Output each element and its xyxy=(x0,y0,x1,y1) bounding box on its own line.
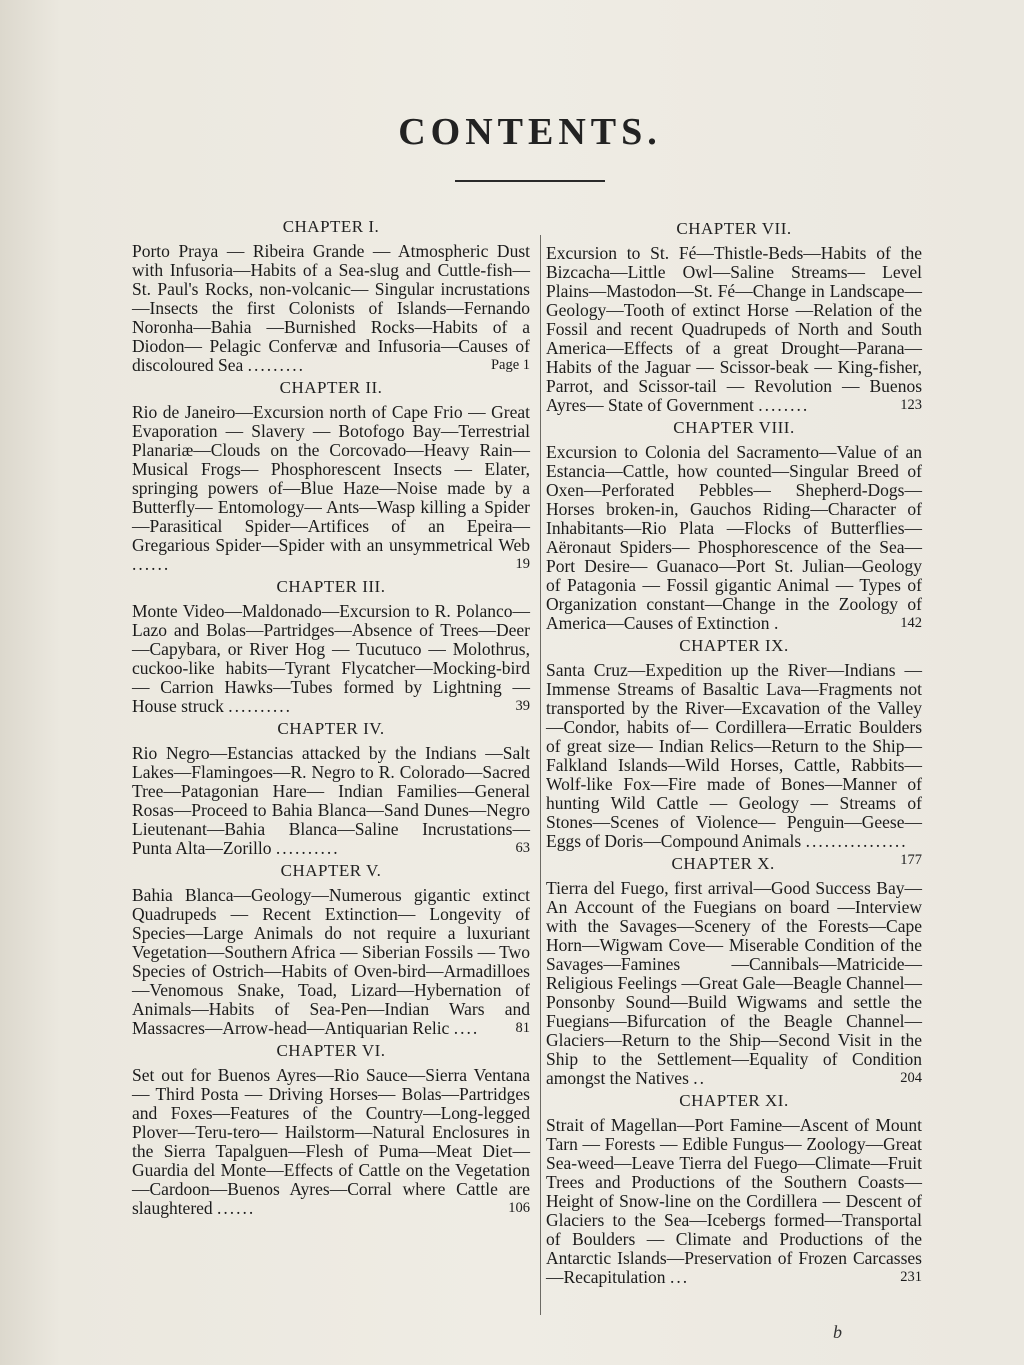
chapter-title: CHAPTER I. xyxy=(282,217,380,236)
chapter-entry: CHAPTER VII. Excursion to St. Fé—Thistle-Beds—Habits of the Bizcacha—Little Owl—Saline Streams— Level Plains—Mastodon—St. Fé—Change in Landscape—Geology—Tooth of extinct Horse —Relation of the Fossil and recent Quadrupeds of North and South America—Effects of a great Drought—Parana—Habits of the Jaguar — Scissor-beak — King-fisher, Parrot, and Scissor-tail — Revolution — Buenos Ayres— State of Government ........ 123 xyxy=(546,219,922,415)
chapter-title: CHAPTER X. xyxy=(671,854,775,873)
chapter-title: CHAPTER XI. xyxy=(679,1091,789,1110)
chapter-page: 204 xyxy=(900,1070,922,1086)
chapter-summary: Excursion to Colonia del Sacramento—Value of an Estancia—Cattle, how counted—Singular Breed of Oxen—Perforated Pebbles— Shepherd-Dogs—Horses broken-in, Gauchos Riding—Character of Inhabitants—Rio Plata —Flocks of Butterflies—Aëronaut Spiders— Phosphorescence of the Sea—Port Desire— Guanaco—Port St. Julian—Geology of Patagonia — Fossil gigantic Animal — Types of Organization constant—Change in the Zoology of America—Causes of Extinction xyxy=(546,442,922,633)
chapter-summary: Excursion to St. Fé—Thistle-Beds—Habits of the Bizcacha—Little Owl—Saline Streams— Level Plains—Mastodon—St. Fé—Change in Landscape—Geology—Tooth of extinct Horse —Relation of the Fossil and recent Quadrupeds of North and South America—Effects of a great Drought—Parana—Habits of the Jaguar — Scissor-beak — King-fisher, Parrot, and Scissor-tail — Revolution — Buenos Ayres— State of Government xyxy=(546,243,922,415)
chapter-title: CHAPTER IV. xyxy=(277,719,385,738)
chapter-entry: CHAPTER IV. Rio Negro—Estancias attacked by the Indians —Salt Lakes—Flamingoes—R. Negro to R. Colorado—Sacred Tree—Patagonian Hare— Indian Families—General Rosas—Proceed to Bahia Blanca—Sand Dunes—Negro Lieutenant—Bahia Blanca—Saline Incrustations— Punta Alta—Zorillo .......... 63 xyxy=(132,719,530,858)
chapter-page: Page 1 xyxy=(490,357,530,373)
page-title: CONTENTS. xyxy=(398,111,662,153)
chapter-title: CHAPTER III. xyxy=(276,577,386,596)
chapter-entry: CHAPTER X. Tierra del Fuego, first arrival—Good Success Bay—An Account of the Fuegians on board —Interview with the Savages—Scenery of the Forests—Cape Horn—Wigwam Cove— Miserable Condition of the Savages—Famines —Cannibals—Matricide—Religious Feelings —Great Gale—Beagle Channel—Ponsonby Sound—Build Wigwams and settle the Fuegians—Bifurcation of the Beagle Channel— Glaciers—Return to the Ship—Second Visit in the Ship to the Settlement—Equality of Condition amongst the Natives .. 204 xyxy=(546,854,922,1088)
chapter-page: 142 xyxy=(900,615,922,631)
chapter-title: CHAPTER IX. xyxy=(679,636,789,655)
chapter-summary: Tierra del Fuego, first arrival—Good Success Bay—An Account of the Fuegians on board —Interview with the Savages—Scenery of the Forests—Cape Horn—Wigwam Cove— Miserable Condition of the Savages—Famines —Cannibals—Matricide—Religious Feelings —Great Gale—Beagle Channel—Ponsonby Sound—Build Wigwams and settle the Fuegians—Bifurcation of the Beagle Channel— Glaciers—Return to the Ship—Second Visit in the Ship to the Settlement—Equality of Condition amongst the Natives xyxy=(546,878,922,1088)
chapter-title: CHAPTER VI. xyxy=(276,1041,386,1060)
chapter-page: 39 xyxy=(515,698,530,714)
left-column xyxy=(132,217,530,1221)
right-column xyxy=(546,219,922,1290)
chapter-entry: CHAPTER V. Bahia Blanca—Geology—Numerous gigantic extinct Quadrupeds — Recent Extinction— Longevity of Species—Large Animals do not require a luxuriant Vegetation—Southern Africa — Siberian Fossils — Two Species of Ostrich—Habits of Oven-bird—Armadilloes —Venomous Snake, Toad, Lizard—Hybernation of Animals—Habits of Sea-Pen—Indian Wars and Massacres—Arrow-head—Antiquarian Relic .... 81 xyxy=(132,861,530,1038)
chapter-entry: CHAPTER VI. Set out for Buenos Ayres—Rio Sauce—Sierra Ventana — Third Posta — Driving Horses— Bolas—Partridges and Foxes—Features of the Country—Long-legged Plover—Teru-tero— Hailstorm—Natural Enclosures in the Sierra Tapalguen—Flesh of Puma—Meat Diet— Guardia del Monte—Effects of Cattle on the Vegetation—Cardoon—Buenos Ayres—Corral where Cattle are slaughtered ...... 106 xyxy=(132,1041,530,1218)
chapter-summary: Set out for Buenos Ayres—Rio Sauce—Sierra Ventana — Third Posta — Driving Horses— Bolas—Partridges and Foxes—Features of the Country—Long-legged Plover—Teru-tero— Hailstorm—Natural Enclosures in the Sierra Tapalguen—Flesh of Puma—Meat Diet— Guardia del Monte—Effects of Cattle on the Vegetation—Cardoon—Buenos Ayres—Corral where Cattle are slaughtered xyxy=(132,1065,530,1218)
chapter-page: 177 xyxy=(900,852,922,868)
chapter-title: CHAPTER VIII. xyxy=(673,418,795,437)
chapter-page: 231 xyxy=(900,1269,922,1285)
chapter-page: 123 xyxy=(900,397,922,413)
signature-mark: b xyxy=(833,1322,842,1342)
title-rule xyxy=(455,180,605,182)
chapter-summary: Monte Video—Maldonado—Excursion to R. Polanco—Lazo and Bolas—Partridges—Absence of Trees—Deer—Capybara, or River Hog — Tucutuco — Molothrus, cuckoo-like habits—Tyrant Flycatcher—Mocking-bird— Carrion Hawks—Tubes formed by Lightning —House struck xyxy=(132,601,530,716)
chapter-entry: CHAPTER I. Porto Praya — Ribeira Grande — Atmospheric Dust with Infusoria—Habits of a Sea-slug and Cuttle-fish—St. Paul's Rocks, non-volcanic— Singular incrustations—Insects the first Colonists of Islands—Fernando Noronha—Bahia —Burnished Rocks—Habits of a Diodon— Pelagic Confervæ and Infusoria—Causes of discoloured Sea ......... Page 1 xyxy=(132,217,530,375)
chapter-summary: Santa Cruz—Expedition up the River—Indians —Immense Streams of Basaltic Lava—Fragments not transported by the River—Excavation of the Valley—Condor, habits of— Cordillera—Erratic Boulders of great size— Indian Relics—Return to the Ship—Falkland Islands—Wild Horses, Cattle, Rabbits— Wolf-like Fox—Fire made of Bones—Manner of hunting Wild Cattle — Geology — Streams of Stones—Scenes of Violence— Penguin—Geese—Eggs of Doris—Compound Animals xyxy=(546,660,922,851)
chapter-title: CHAPTER V. xyxy=(280,861,382,880)
chapter-entry: CHAPTER VIII. Excursion to Colonia del Sacramento—Value of an Estancia—Cattle, how counted—Singular Breed of Oxen—Perforated Pebbles— Shepherd-Dogs—Horses broken-in, Gauchos Riding—Character of Inhabitants—Rio Plata —Flocks of Butterflies—Aëronaut Spiders— Phosphorescence of the Sea—Port Desire— Guanaco—Port St. Julian—Geology of Patagonia — Fossil gigantic Animal — Types of Organization constant—Change in the Zoology of America—Causes of Extinction . 142 xyxy=(546,418,922,633)
chapter-page: 63 xyxy=(515,840,530,856)
chapter-title: CHAPTER II. xyxy=(279,378,383,397)
chapter-entry: CHAPTER III. Monte Video—Maldonado—Excursion to R. Polanco—Lazo and Bolas—Partridges—Absence of Trees—Deer—Capybara, or River Hog — Tucutuco — Molothrus, cuckoo-like habits—Tyrant Flycatcher—Mocking-bird— Carrion Hawks—Tubes formed by Lightning —House struck .......... 39 xyxy=(132,577,530,716)
chapter-summary: Porto Praya — Ribeira Grande — Atmospheric Dust with Infusoria—Habits of a Sea-slug and Cuttle-fish—St. Paul's Rocks, non-volcanic— Singular incrustations—Insects the first Colonists of Islands—Fernando Noronha—Bahia —Burnished Rocks—Habits of a Diodon— Pelagic Confervæ and Infusoria—Causes of discoloured Sea xyxy=(132,241,530,375)
chapter-summary: Rio Negro—Estancias attacked by the Indians —Salt Lakes—Flamingoes—R. Negro to R. Colorado—Sacred Tree—Patagonian Hare— Indian Families—General Rosas—Proceed to Bahia Blanca—Sand Dunes—Negro Lieutenant—Bahia Blanca—Saline Incrustations— Punta Alta—Zorillo xyxy=(132,743,530,858)
chapter-page: 19 xyxy=(515,556,530,572)
chapter-summary: Rio de Janeiro—Excursion north of Cape Frio — Great Evaporation — Slavery — Botofogo Bay—Terrestrial Planariæ—Clouds on the Corcovado—Heavy Rain—Musical Frogs— Phosphorescent Insects — Elater, springing powers of—Blue Haze—Noise made by a Butterfly— Entomology— Ants—Wasp killing a Spider—Parasitical Spider—Artifices of an Epeira—Gregarious Spider—Spider with an unsymmetrical Web xyxy=(132,402,530,555)
chapter-page: 81 xyxy=(515,1020,530,1036)
chapter-summary: Bahia Blanca—Geology—Numerous gigantic extinct Quadrupeds — Recent Extinction— Longevity of Species—Large Animals do not require a luxuriant Vegetation—Southern Africa — Siberian Fossils — Two Species of Ostrich—Habits of Oven-bird—Armadilloes —Venomous Snake, Toad, Lizard—Hybernation of Animals—Habits of Sea-Pen—Indian Wars and Massacres—Arrow-head—Antiquarian Relic xyxy=(132,885,530,1038)
chapter-entry: CHAPTER II. Rio de Janeiro—Excursion north of Cape Frio — Great Evaporation — Slavery — Botofogo Bay—Terrestrial Planariæ—Clouds on the Corcovado—Heavy Rain—Musical Frogs— Phosphorescent Insects — Elater, springing powers of—Blue Haze—Noise made by a Butterfly— Entomology— Ants—Wasp killing a Spider—Parasitical Spider—Artifices of an Epeira—Gregarious Spider—Spider with an unsymmetrical Web ...... 19 xyxy=(132,378,530,574)
chapter-title: CHAPTER VII. xyxy=(676,219,792,238)
chapter-entry: CHAPTER XI. Strait of Magellan—Port Famine—Ascent of Mount Tarn — Forests — Edible Fungus— Zoology—Great Sea-weed—Leave Tierra del Fuego—Climate—Fruit Trees and Productions of the Southern Coasts—Height of Snow-line on the Cordillera — Descent of Glaciers to the Sea—Icebergs formed—Transportal of Boulders — Climate and Productions of the Antarctic Islands—Preservation of Frozen Carcasses—Recapitulation ... 231 xyxy=(546,1091,922,1287)
chapter-entry: CHAPTER IX. Santa Cruz—Expedition up the River—Indians —Immense Streams of Basaltic Lava—Fragments not transported by the River—Excavation of the Valley—Condor, habits of— Cordillera—Erratic Boulders of great size— Indian Relics—Return to the Ship—Falkland Islands—Wild Horses, Cattle, Rabbits— Wolf-like Fox—Fire made of Bones—Manner of hunting Wild Cattle — Geology — Streams of Stones—Scenes of Violence— Penguin—Geese—Eggs of Doris—Compound Animals ................ 177 xyxy=(546,636,922,868)
column-divider xyxy=(540,235,541,1315)
chapter-summary: Strait of Magellan—Port Famine—Ascent of Mount Tarn — Forests — Edible Fungus— Zoology—Great Sea-weed—Leave Tierra del Fuego—Climate—Fruit Trees and Productions of the Southern Coasts—Height of Snow-line on the Cordillera — Descent of Glaciers to the Sea—Icebergs formed—Transportal of Boulders — Climate and Productions of the Antarctic Islands—Preservation of Frozen Carcasses—Recapitulation xyxy=(546,1115,922,1287)
chapter-page: 106 xyxy=(508,1200,530,1216)
